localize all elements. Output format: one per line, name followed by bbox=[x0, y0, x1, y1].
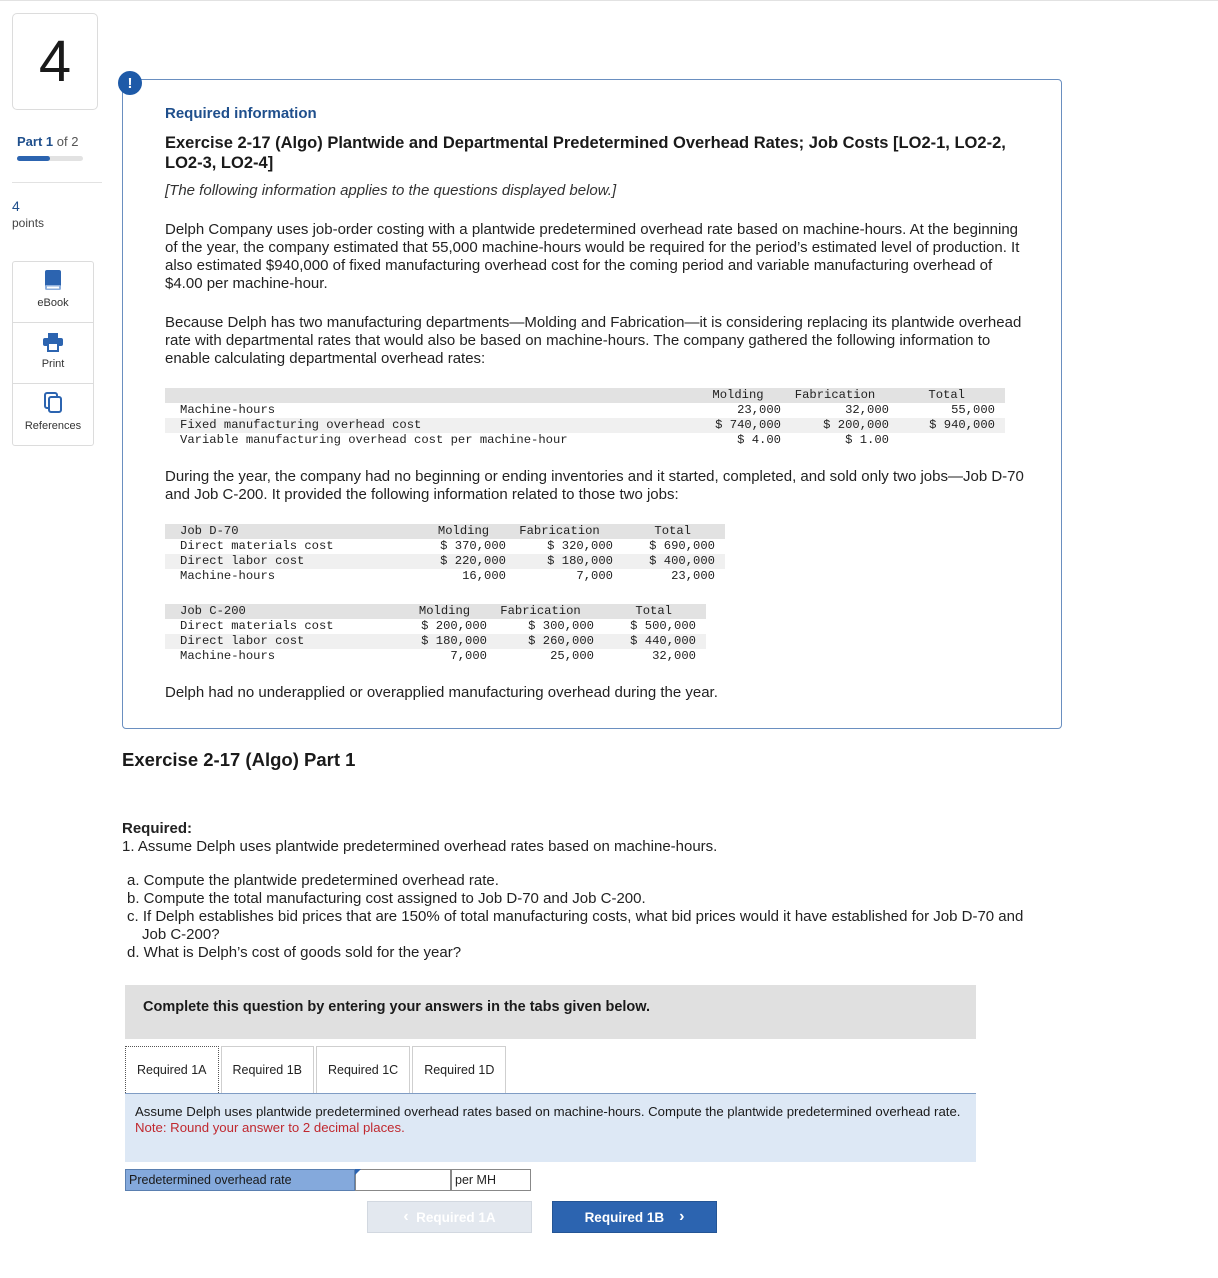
row-label: Direct materials cost bbox=[180, 539, 334, 553]
part-of: of 2 bbox=[56, 134, 79, 149]
job-c200-title: Job C-200 bbox=[165, 604, 402, 619]
cell bbox=[889, 433, 1005, 448]
cell: 7,000 bbox=[450, 649, 487, 663]
cell: $ 370,000 bbox=[440, 539, 506, 553]
row-label: Machine-hours bbox=[180, 649, 276, 663]
row-label: Variable manufacturing overhead cost per machine-hour bbox=[180, 433, 568, 447]
cell: $ 220,000 bbox=[421, 554, 506, 569]
tab-required-1b[interactable]: Required 1B bbox=[221, 1046, 315, 1093]
col-header-total: Total bbox=[889, 388, 1005, 403]
table-row bbox=[165, 433, 1005, 448]
cell: $ 200,000 bbox=[421, 619, 487, 633]
list-item: b. Compute the total manufacturing cost assigned to Job D-70 and Job C-200. bbox=[127, 890, 646, 907]
info-note: [The following information applies to the questions displayed below.] bbox=[165, 182, 617, 199]
cell: $ 740,000 bbox=[695, 418, 781, 433]
instruction-text: Assume Delph uses plantwide predetermined overhead rates based on machine-hours. Compute the plantwide predetermined overhead rate. bbox=[135, 1104, 961, 1119]
table-row bbox=[165, 569, 725, 584]
list-item: d. What is Delph’s cost of goods sold for the year? bbox=[127, 944, 462, 961]
table-row bbox=[165, 539, 725, 554]
cell: 7,000 bbox=[576, 569, 613, 583]
col-header-fabrication: Fabrication bbox=[506, 524, 613, 539]
col-header-fabrication: Fabrication bbox=[781, 388, 889, 403]
row-label: Direct labor cost bbox=[165, 634, 402, 649]
table-row bbox=[165, 418, 1005, 433]
cell: 25,000 bbox=[550, 649, 594, 663]
cell: $ 440,000 bbox=[594, 634, 706, 649]
chevron-right-icon: › bbox=[679, 1208, 685, 1225]
table-row bbox=[165, 403, 1005, 418]
previous-button[interactable] bbox=[367, 1201, 532, 1233]
row-label: Machine-hours bbox=[180, 569, 276, 583]
input-marker bbox=[355, 1169, 361, 1175]
next-button[interactable] bbox=[552, 1201, 717, 1233]
rounding-note: Note: Round your answer to 2 decimal places. bbox=[135, 1120, 405, 1135]
col-header-molding: Molding bbox=[695, 388, 781, 403]
ebook-button[interactable] bbox=[13, 262, 93, 323]
col-header-molding: Molding bbox=[421, 524, 506, 539]
part-title: Exercise 2-17 (Algo) Part 1 bbox=[122, 749, 356, 770]
references-button[interactable] bbox=[13, 384, 93, 445]
list-item: a. Compute the plantwide predetermined overhead rate. bbox=[127, 872, 499, 889]
department-table bbox=[165, 388, 1005, 448]
row-label: Machine-hours bbox=[180, 403, 276, 417]
required-list bbox=[127, 872, 1047, 962]
col-header-molding: Molding bbox=[402, 604, 487, 619]
job-d70-title: Job D-70 bbox=[165, 524, 421, 539]
tab-required-1c[interactable]: Required 1C bbox=[316, 1046, 410, 1093]
part-progress-fill bbox=[17, 156, 50, 161]
references-label: References bbox=[24, 420, 82, 432]
print-button[interactable] bbox=[13, 323, 93, 384]
answer-unit: per MH bbox=[451, 1169, 531, 1191]
cell: $ 300,000 bbox=[528, 619, 594, 633]
paragraph-1: Delph Company uses job-order costing with a plantwide predetermined overhead rate based on machine-hours. At the beginning of the year, the company estimated that 55,000 machine-hours would be required for the period’s estimated level of production. It also estimated $940,000 of fixed manufacturing overhead cost for the coming period and variable manufacturing overhead of $4.00 per machine-hour. bbox=[165, 221, 1020, 292]
cell: 23,000 bbox=[671, 569, 715, 583]
points-label: points bbox=[12, 216, 45, 230]
row-label: Direct labor cost bbox=[165, 554, 421, 569]
cell: 23,000 bbox=[737, 403, 781, 417]
list-item: c. If Delph establishes bid prices that are 150% of total manufacturing costs, what bid prices would it have established for Job D-70 and Job C-200? bbox=[127, 908, 1024, 943]
cell: $ 940,000 bbox=[889, 418, 1005, 433]
part-current: 1 bbox=[45, 134, 54, 149]
paragraph-2: Because Delph has two manufacturing departments—Molding and Fabrication—it is considering replacing its plantwide overhead rate with departmental rates that would also be based on machine-hours. The company gathered the following information to enable calculating departmental overhead rates: bbox=[165, 314, 1022, 367]
book-icon bbox=[43, 269, 63, 291]
rail-divider bbox=[12, 182, 102, 183]
header-blank bbox=[165, 388, 695, 403]
next-button-label: Required 1B bbox=[584, 1209, 665, 1225]
question-number: 4 bbox=[12, 13, 98, 110]
ebook-label: eBook bbox=[37, 297, 69, 309]
cell: 32,000 bbox=[845, 403, 889, 417]
references-icon bbox=[43, 392, 63, 414]
part-label: Part bbox=[17, 134, 43, 149]
cell: $ 200,000 bbox=[781, 418, 889, 433]
job-d70-table bbox=[165, 524, 725, 584]
cell: $ 500,000 bbox=[630, 619, 696, 633]
cell: $ 180,000 bbox=[402, 634, 487, 649]
part-indicator bbox=[17, 134, 78, 149]
answer-label: Predetermined overhead rate bbox=[125, 1169, 355, 1191]
cell: 55,000 bbox=[951, 403, 995, 417]
col-header-fabrication: Fabrication bbox=[487, 604, 594, 619]
cell: 16,000 bbox=[462, 569, 506, 583]
tools-panel bbox=[12, 261, 94, 446]
printer-icon bbox=[42, 332, 64, 352]
tab-instructions bbox=[125, 1094, 976, 1162]
cell: $ 400,000 bbox=[613, 554, 725, 569]
cell: $ 180,000 bbox=[506, 554, 613, 569]
cell: $ 4.00 bbox=[737, 433, 781, 447]
points-value: 4 bbox=[12, 198, 20, 214]
tab-required-1d[interactable]: Required 1D bbox=[412, 1046, 506, 1093]
overhead-rate-input[interactable] bbox=[355, 1169, 451, 1191]
required-heading: Required: bbox=[122, 820, 193, 837]
cell: 32,000 bbox=[652, 649, 696, 663]
row-label: Fixed manufacturing overhead cost bbox=[165, 418, 695, 433]
previous-button-label: Required 1A bbox=[416, 1209, 496, 1225]
table-row bbox=[165, 619, 706, 634]
cell: $ 1.00 bbox=[845, 433, 889, 447]
exercise-title: Exercise 2-17 (Algo) Plantwide and Departmental Predetermined Overhead Rates; Job Costs [LO2-1, LO2-2, LO2-3, LO2-4] bbox=[165, 134, 1006, 172]
tab-required-1a[interactable]: Required 1A bbox=[125, 1046, 219, 1093]
table-row bbox=[165, 634, 706, 649]
print-label: Print bbox=[41, 358, 65, 370]
required-info-heading: Required information bbox=[165, 105, 317, 122]
answer-tabs bbox=[125, 1046, 508, 1093]
paragraph-4: Delph had no underapplied or overapplied manufacturing overhead during the year. bbox=[165, 684, 718, 701]
required-line: 1. Assume Delph uses plantwide predetermined overhead rates based on machine-hours. bbox=[122, 838, 718, 855]
chevron-left-icon: ‹ bbox=[403, 1208, 409, 1225]
cell: $ 320,000 bbox=[547, 539, 613, 553]
table-row bbox=[165, 649, 706, 664]
col-header-total: Total bbox=[613, 524, 725, 539]
table-row bbox=[165, 554, 725, 569]
alert-icon: ! bbox=[118, 71, 142, 95]
top-divider bbox=[0, 0, 1218, 1]
part-progress-bar bbox=[17, 156, 83, 161]
cell: $ 690,000 bbox=[649, 539, 715, 553]
row-label: Direct materials cost bbox=[180, 619, 334, 633]
job-c200-table bbox=[165, 604, 706, 664]
col-header-total: Total bbox=[594, 604, 706, 619]
complete-instructions: Complete this question by entering your answers in the tabs given below. bbox=[125, 985, 976, 1039]
paragraph-3: During the year, the company had no beginning or ending inventories and it started, completed, and sold only two jobs—Job D-70 and Job C-200. It provided the following information related to those two jobs: bbox=[165, 468, 1024, 503]
cell: $ 260,000 bbox=[487, 634, 594, 649]
